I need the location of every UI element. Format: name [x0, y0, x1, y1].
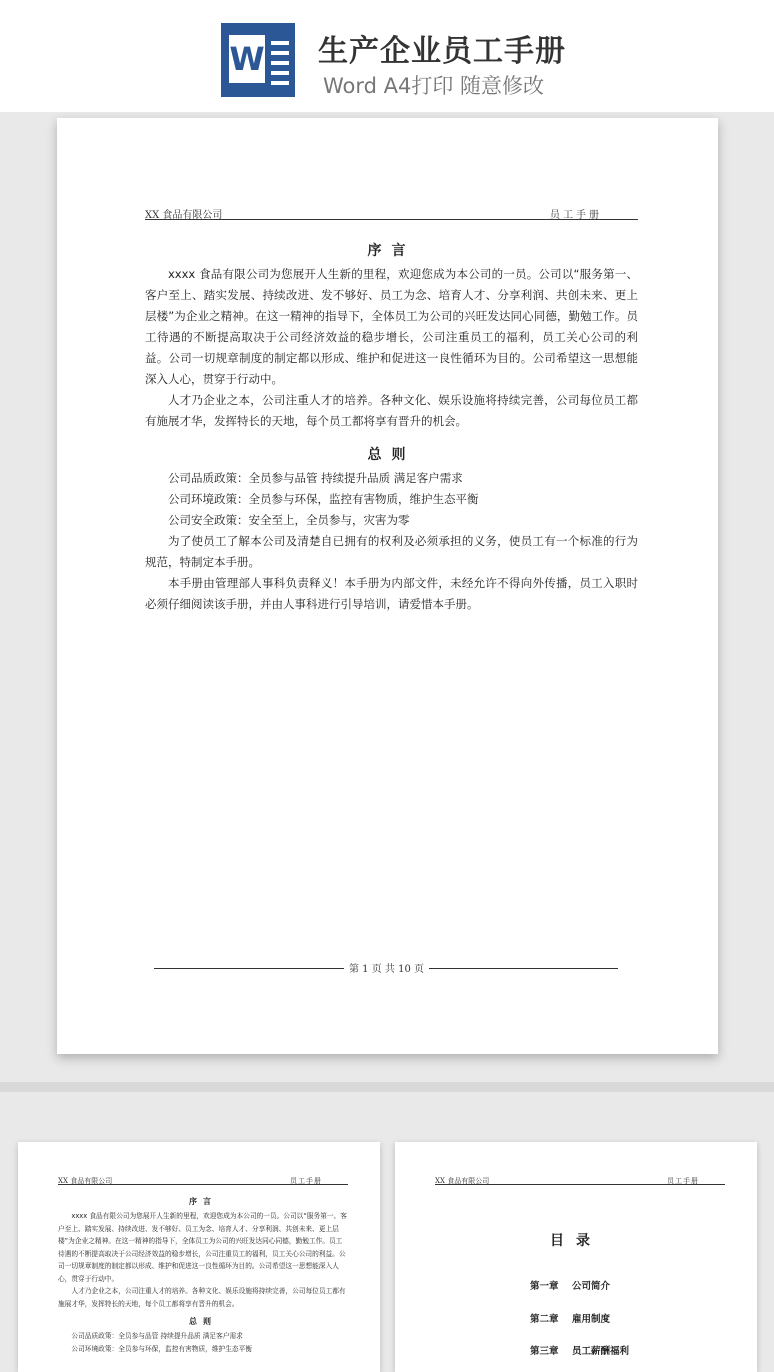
toc-chapter: 第二章: [530, 1314, 559, 1325]
thumb-section-title-preface: 序言: [189, 1197, 217, 1206]
thumb-header-left: XX 食品有限公司: [58, 1177, 113, 1185]
environment-policy: 公司环境政策：全员参与环保，监控有害物质，维护生态平衡: [168, 492, 479, 506]
page-footer: [154, 960, 618, 976]
toc-chapter-title: 公司简介: [572, 1281, 611, 1292]
banner-title: 生产企业员工手册: [318, 34, 566, 69]
preface-paragraph-2: 人才乃企业之本，公司注重人才的培养。各种文化、娱乐设施将持续完善，公司每位员工都有施展才华，发挥特长的天地，每个员工都将享有晋升的机会。: [145, 393, 638, 428]
toc-item: [530, 1311, 610, 1325]
thumbnail-page-2: [395, 1142, 757, 1372]
page-number: 第 1 页 共 10 页: [349, 964, 424, 975]
thumb-section-title-general: 总则: [189, 1317, 217, 1326]
quality-policy: 公司品质政策：全员参与品管 持续提升品质 满足客户需求: [168, 471, 463, 485]
section-title-general: 总则: [367, 447, 416, 463]
toc-chapter-title: 员工薪酬福利: [572, 1346, 630, 1357]
toc-chapter: 第三章: [530, 1346, 559, 1357]
thumb-paragraph-1: xxxx 食品有限公司为您展开人生新的里程，欢迎您成为本公司的一员。公司以“服务第一、客户至上、踏实发展、持续改进、发不够好、员工为念、培育人才、分享利润、共创未来、更上层楼”为企业之精神。在这一精神的指导下，全体员工为公司的兴旺发达同心同德，勤勉工作。员工待遇的不断提高取决于公司经济效益的稳步增长，公司注重员工的福利，员工关心公司的利益。公司一切规章制度的制定都以形成、维护和促进这一良性循环为目的。公司希望这一思想能深入人心，贯穿于行动中。: [58, 1212, 347, 1283]
divider-band: [0, 1082, 774, 1092]
page-header-right: 员工手册: [550, 210, 602, 221]
thumb-body: [58, 1194, 348, 1355]
section-title-preface: 序言: [367, 243, 416, 259]
toc-chapter-title: 雇用制度: [572, 1314, 611, 1325]
banner-subtitle: Word A4打印 随意修改: [323, 74, 545, 98]
header-rule: [145, 219, 638, 220]
toc-title: 目录: [550, 1233, 602, 1249]
toc-item: [530, 1278, 610, 1292]
thumb-paragraph-2: 人才乃企业之本，公司注重人才的培养。各种文化、娱乐设施将持续完善，公司每位员工都有施展才华，发挥特长的天地，每个员工都将享有晋升的机会。: [58, 1287, 346, 1308]
general-paragraph-1: 为了使员工了解本公司及清楚自已拥有的权利及必须承担的义务，使员工有一个标准的行为规范，特制定本手册。: [145, 534, 638, 569]
thumb2-header-right: 员工手册: [667, 1177, 699, 1185]
top-banner: [0, 0, 774, 112]
document-body: [145, 238, 638, 615]
preface-paragraph-1: xxxx 食品有限公司为您展开人生新的里程，欢迎您成为本公司的一员。公司以“服务第一、客户至上、踏实发展、持续改进、发不够好、员工为念、培育人才、分享利润、共创未来、更上层楼”为企业之精神。在这一精神的指导下，全体员工为公司的兴旺发达同心同德，勤勉工作。员工待遇的不断提高取决于公司经济效益的稳步增长，公司注重员工的福利，员工关心公司的利益。公司一切规章制度的制定都以形成、维护和促进这一良性循环为目的。公司希望这一思想能深入人心，贯穿于行动中。: [145, 267, 638, 386]
general-paragraph-2: 本手册由管理部人事科负责释义！本手册为内部文件，未经允许不得向外传播，员工入职时必须仔细阅读该手册，并由人事科进行引导培训，请爱惜本手册。: [145, 576, 638, 611]
document-page: [57, 118, 718, 1054]
thumb-header-right: 员工手册: [290, 1177, 322, 1185]
word-logo-lines: [271, 41, 289, 91]
toc-item: [530, 1343, 629, 1357]
thumb-policy-1: 公司品质政策：全员参与品管 持续提升品质 满足客户需求: [71, 1332, 243, 1340]
thumb2-header-left: XX 食品有限公司: [435, 1177, 490, 1185]
toc-chapter: 第一章: [530, 1281, 559, 1292]
thumbnail-page-1: [18, 1142, 380, 1372]
word-logo-icon: [221, 23, 295, 97]
thumb-policy-2: 公司环境政策：全员参与环保，监控有害物质，维护生态平衡: [71, 1344, 252, 1353]
word-logo-letter: W: [229, 35, 265, 83]
page-header-left: XX 食品有限公司: [145, 210, 223, 221]
safety-policy: 公司安全政策：安全至上，全员参与，灾害为零: [168, 513, 410, 527]
